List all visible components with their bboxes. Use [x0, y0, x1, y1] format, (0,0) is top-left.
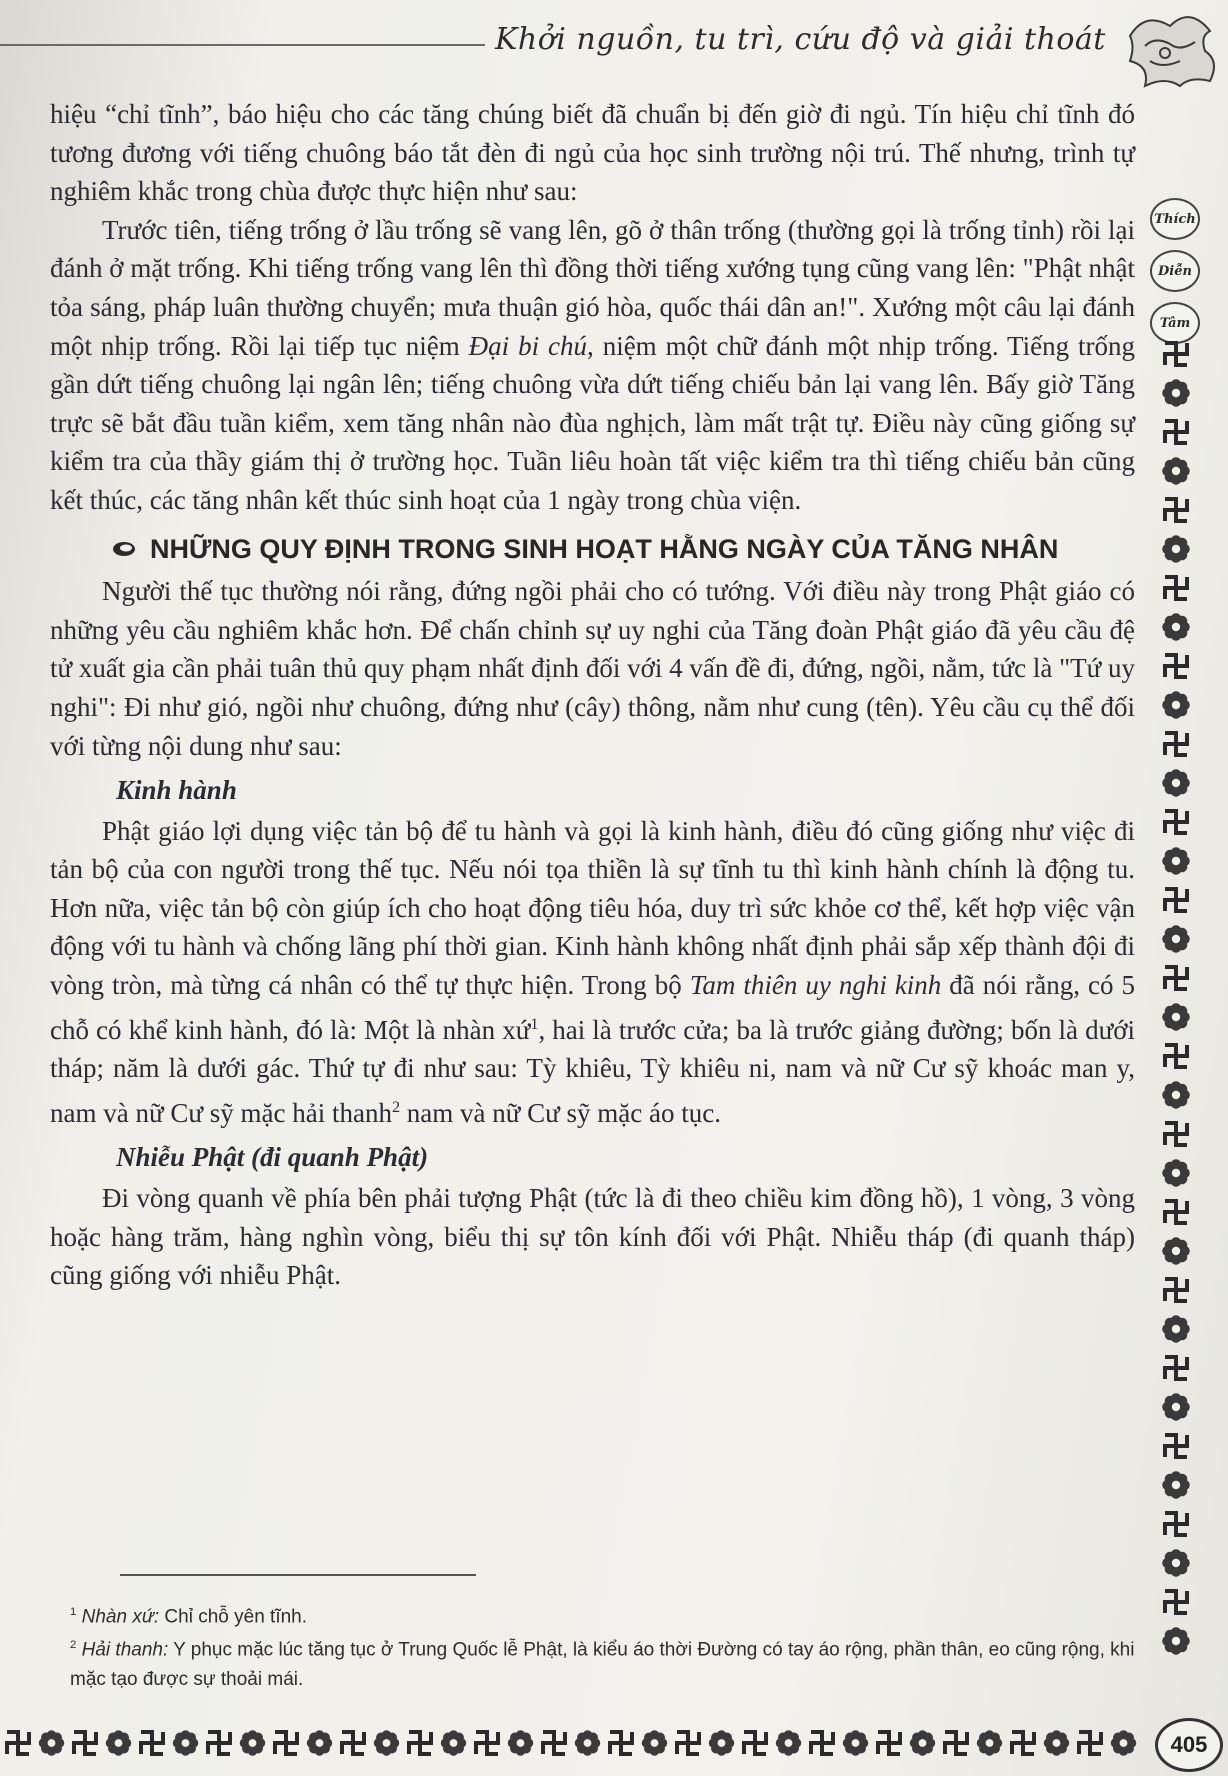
flower-icon: [709, 1730, 734, 1755]
swastika-icon: [543, 1732, 565, 1754]
paragraph-5: Đi vòng quanh về phía bên phải tượng Phật (tức là đi theo chiều kim đồng hồ), 1 vòng, 3 vòng hoặc hàng trăm, hàng nghìn vòng, biểu thị sự tôn kính đối với Phật. Nhiễu tháp (đi quanh tháp) cũng giống với nhiễu Phật.: [50, 1183, 1135, 1291]
flower-icon: [1162, 925, 1189, 952]
swastika-icon: [409, 1732, 431, 1754]
flower-icon: [843, 1730, 868, 1755]
footnote-rule: [120, 1574, 476, 1576]
swastika-icon: [208, 1732, 230, 1754]
flower-icon: [1162, 613, 1189, 640]
side-author-tabs: [1150, 198, 1202, 354]
swastika-icon: [1165, 577, 1187, 599]
swastika-icon: [1165, 1513, 1187, 1535]
swastika-icon: [1165, 967, 1187, 989]
flower-icon: [1162, 1003, 1189, 1030]
footnote-1: $^1$ Nhàn xứ: Chỉ chỗ yên tĩnh.: [70, 1606, 308, 1628]
side-tab-dien: Diễn: [1150, 250, 1200, 292]
subheading-kinh-hanh: Kinh hành: [116, 775, 237, 806]
flower-icon: [307, 1730, 332, 1755]
main-text: [50, 95, 1135, 1295]
bottom-swastika-border: [0, 1718, 1150, 1768]
swastika-icon: [1079, 1732, 1101, 1754]
swastika-icon: [677, 1732, 699, 1754]
paragraph-4: Phật giáo lợi dụng việc tản bộ để tu hành và gọi là kinh hành, điều đó cũng giống như việc đi tản bộ của con người trong thế tục. Nếu nói tọa thiền là sự tĩnh tu thì kinh hành chính là động tu. Hơn nữa, việc tản bộ còn giúp ích cho hoạt động tiêu hóa, duy trì sức khỏe cơ thể, kết hợp việc vận động với tu hành và chống lãng phí thời gian. Kinh hành không nhất định phải sắp xếp thành đội đi vòng tròn, mà từng cá nhân có thể tự thực hiện. Trong bộ Tam thiên uy nghi kinh đã nói rằng, có 5 chỗ có khể kinh hành, đó là: Một là nhàn xứ$^1$, hai là trước cửa; ba là trước giảng đường; bốn là dưới tháp; năm là dưới gác. Thứ tự đi như sau: Tỳ khiêu, Tỳ khiêu ni, nam và nữ Cư sỹ khoác man y, nam và nữ Cư sỹ mặc hải thanh$^2$ nam và nữ Cư sỹ mặc áo tục.: [50, 815, 1135, 1128]
flower-icon: [1162, 1315, 1189, 1342]
page-number: 405: [1155, 1718, 1223, 1772]
swastika-icon: [74, 1732, 96, 1754]
swastika-icon: [1165, 1591, 1187, 1613]
paragraph-1: hiệu “chỉ tĩnh”, báo hiệu cho các tăng chúng biết đã chuẩn bị đến giờ đi ngủ. Tín hiệu chỉ tĩnh đó tương đương với tiếng chuông báo tắt đèn đi ngủ của học sinh trường nội trú. Thế nhưng, trình tự nghiêm khắc trong chùa được thực hiện như sau:: [50, 99, 1135, 207]
flower-icon: [1162, 1081, 1189, 1108]
flower-icon: [575, 1730, 600, 1755]
flower-icon: [1044, 1730, 1069, 1755]
flower-icon: [1162, 1627, 1189, 1654]
swastika-icon: [476, 1732, 498, 1754]
flower-icon: [1162, 1159, 1189, 1186]
header-ornament-icon: [1110, 6, 1220, 101]
side-tab-tam: Tâm: [1150, 302, 1200, 344]
swastika-icon: [141, 1732, 163, 1754]
flower-icon: [508, 1730, 533, 1755]
paragraph-3: Người thế tục thường nói rằng, đứng ngồi phải cho có tướng. Với điều này trong Phật giáo có những yêu cầu nghiêm khắc hơn. Để chấn chỉnh sự uy nghi của Tăng đoàn Phật giáo đã yêu cầu đệ tử xuất gia cần phải tuân thủ quy phạm nhất định đối với 4 vấn đề đi, đứng, ngồi, nằm, tức là "Tứ uy nghi": Đi như gió, ngồi như chuông, đứng như (cây) thông, nằm như cung (tên). Yêu cầu cụ thể đối với từng nội dung như sau:: [50, 576, 1135, 761]
swastika-icon: [1165, 1201, 1187, 1223]
flower-icon: [1162, 1393, 1189, 1420]
flower-icon: [642, 1730, 667, 1755]
swastika-icon: [878, 1732, 900, 1754]
flower-icon: [1162, 1549, 1189, 1576]
swastika-icon: [1165, 1357, 1187, 1379]
swastika-icon: [1165, 1045, 1187, 1067]
swastika-icon: [275, 1732, 297, 1754]
swastika-icon: [811, 1732, 833, 1754]
swastika-icon: [1165, 343, 1187, 365]
side-swastika-border: [1148, 340, 1204, 1680]
side-tab-thich: Thích: [1150, 198, 1200, 240]
swastika-icon: [1165, 1435, 1187, 1457]
flower-icon: [173, 1730, 198, 1755]
swastika-icon: [610, 1732, 632, 1754]
flower-icon: [1162, 457, 1189, 484]
swastika-icon: [1165, 1279, 1187, 1301]
subheading-nhieu-phat: Nhiễu Phật (đi quanh Phật): [116, 1142, 429, 1173]
flower-icon: [776, 1730, 801, 1755]
flower-icon: [977, 1730, 1002, 1755]
flower-icon: [1162, 1471, 1189, 1498]
section-heading: NHỮNG QUY ĐỊNH TRONG SINH HOẠT HẰNG NGÀY CỦA TĂNG NHÂN: [110, 530, 1135, 569]
flower-icon: [1162, 769, 1189, 796]
swastika-icon: [1165, 499, 1187, 521]
flower-icon: [240, 1730, 265, 1755]
swastika-icon: [744, 1732, 766, 1754]
flower-icon: [441, 1730, 466, 1755]
swastika-icon: [7, 1732, 29, 1754]
swastika-icon: [1165, 421, 1187, 443]
swastika-icon: [1165, 655, 1187, 677]
flower-icon: [1111, 1730, 1136, 1755]
flower-icon: [910, 1730, 935, 1755]
footnote-2: $^2$ Hải thanh: Y phục mặc lúc tăng tục ở Trung Quốc lễ Phật, là kiểu áo thời Đường có tay áo rộng, phần thân, eo cũng rộng, khi mặc tạo được sự thoải mái.: [70, 1639, 1135, 1690]
swastika-icon: [1012, 1732, 1034, 1754]
swastika-icon: [945, 1732, 967, 1754]
flower-icon: [39, 1730, 64, 1755]
flower-icon: [374, 1730, 399, 1755]
swastika-icon: [1165, 1123, 1187, 1145]
swastika-icon: [1165, 733, 1187, 755]
flower-icon: [106, 1730, 131, 1755]
running-header-title: Khởi nguồn, tu trì, cứu độ và giải thoát: [495, 22, 1106, 57]
swastika-icon: [1165, 811, 1187, 833]
flower-icon: [1162, 379, 1189, 406]
header-rule: [0, 44, 485, 46]
flower-icon: [1162, 535, 1189, 562]
swastika-icon: [342, 1732, 364, 1754]
footnotes: [70, 1598, 1150, 1694]
flower-icon: [1162, 1237, 1189, 1264]
swastika-icon: [1165, 889, 1187, 911]
paragraph-2: Trước tiên, tiếng trống ở lầu trống sẽ vang lên, gõ ở thân trống (thường gọi là trống tỉnh) rồi lại đánh ở mặt trống. Khi tiếng trống vang lên thì đồng thời tiếng xướng tụng cũng vang lên: "Phật nhật tỏa sáng, pháp luân thường chuyển; mưa thuận gió hòa, quốc thái dân an!". Xướng một câu lại đánh một nhịp trống. Rồi lại tiếp tục niệm Đại bi chú, niệm một chữ đánh một nhịp trống. Tiếng trống gần dứt tiếng chuông lại ngân lên; tiếng chuông vừa dứt tiếng chiếu bản lại vang lên. Bấy giờ Tăng trực sẽ bắt đầu tuần kiểm, xem tăng nhân nào đùa nghịch, làm mất trật tự. Điều này cũng giống sự kiểm tra của thầy giám thị ở trường học. Tuần liêu hoàn tất việc kiểm tra thì tiếng chiếu bản cũng kết thúc, các tăng nhân kết thúc sinh hoạt của 1 ngày trong chùa viện.: [50, 214, 1136, 515]
flower-icon: [1162, 691, 1189, 718]
leaf-bullet-icon: [110, 538, 140, 560]
flower-icon: [1162, 847, 1189, 874]
